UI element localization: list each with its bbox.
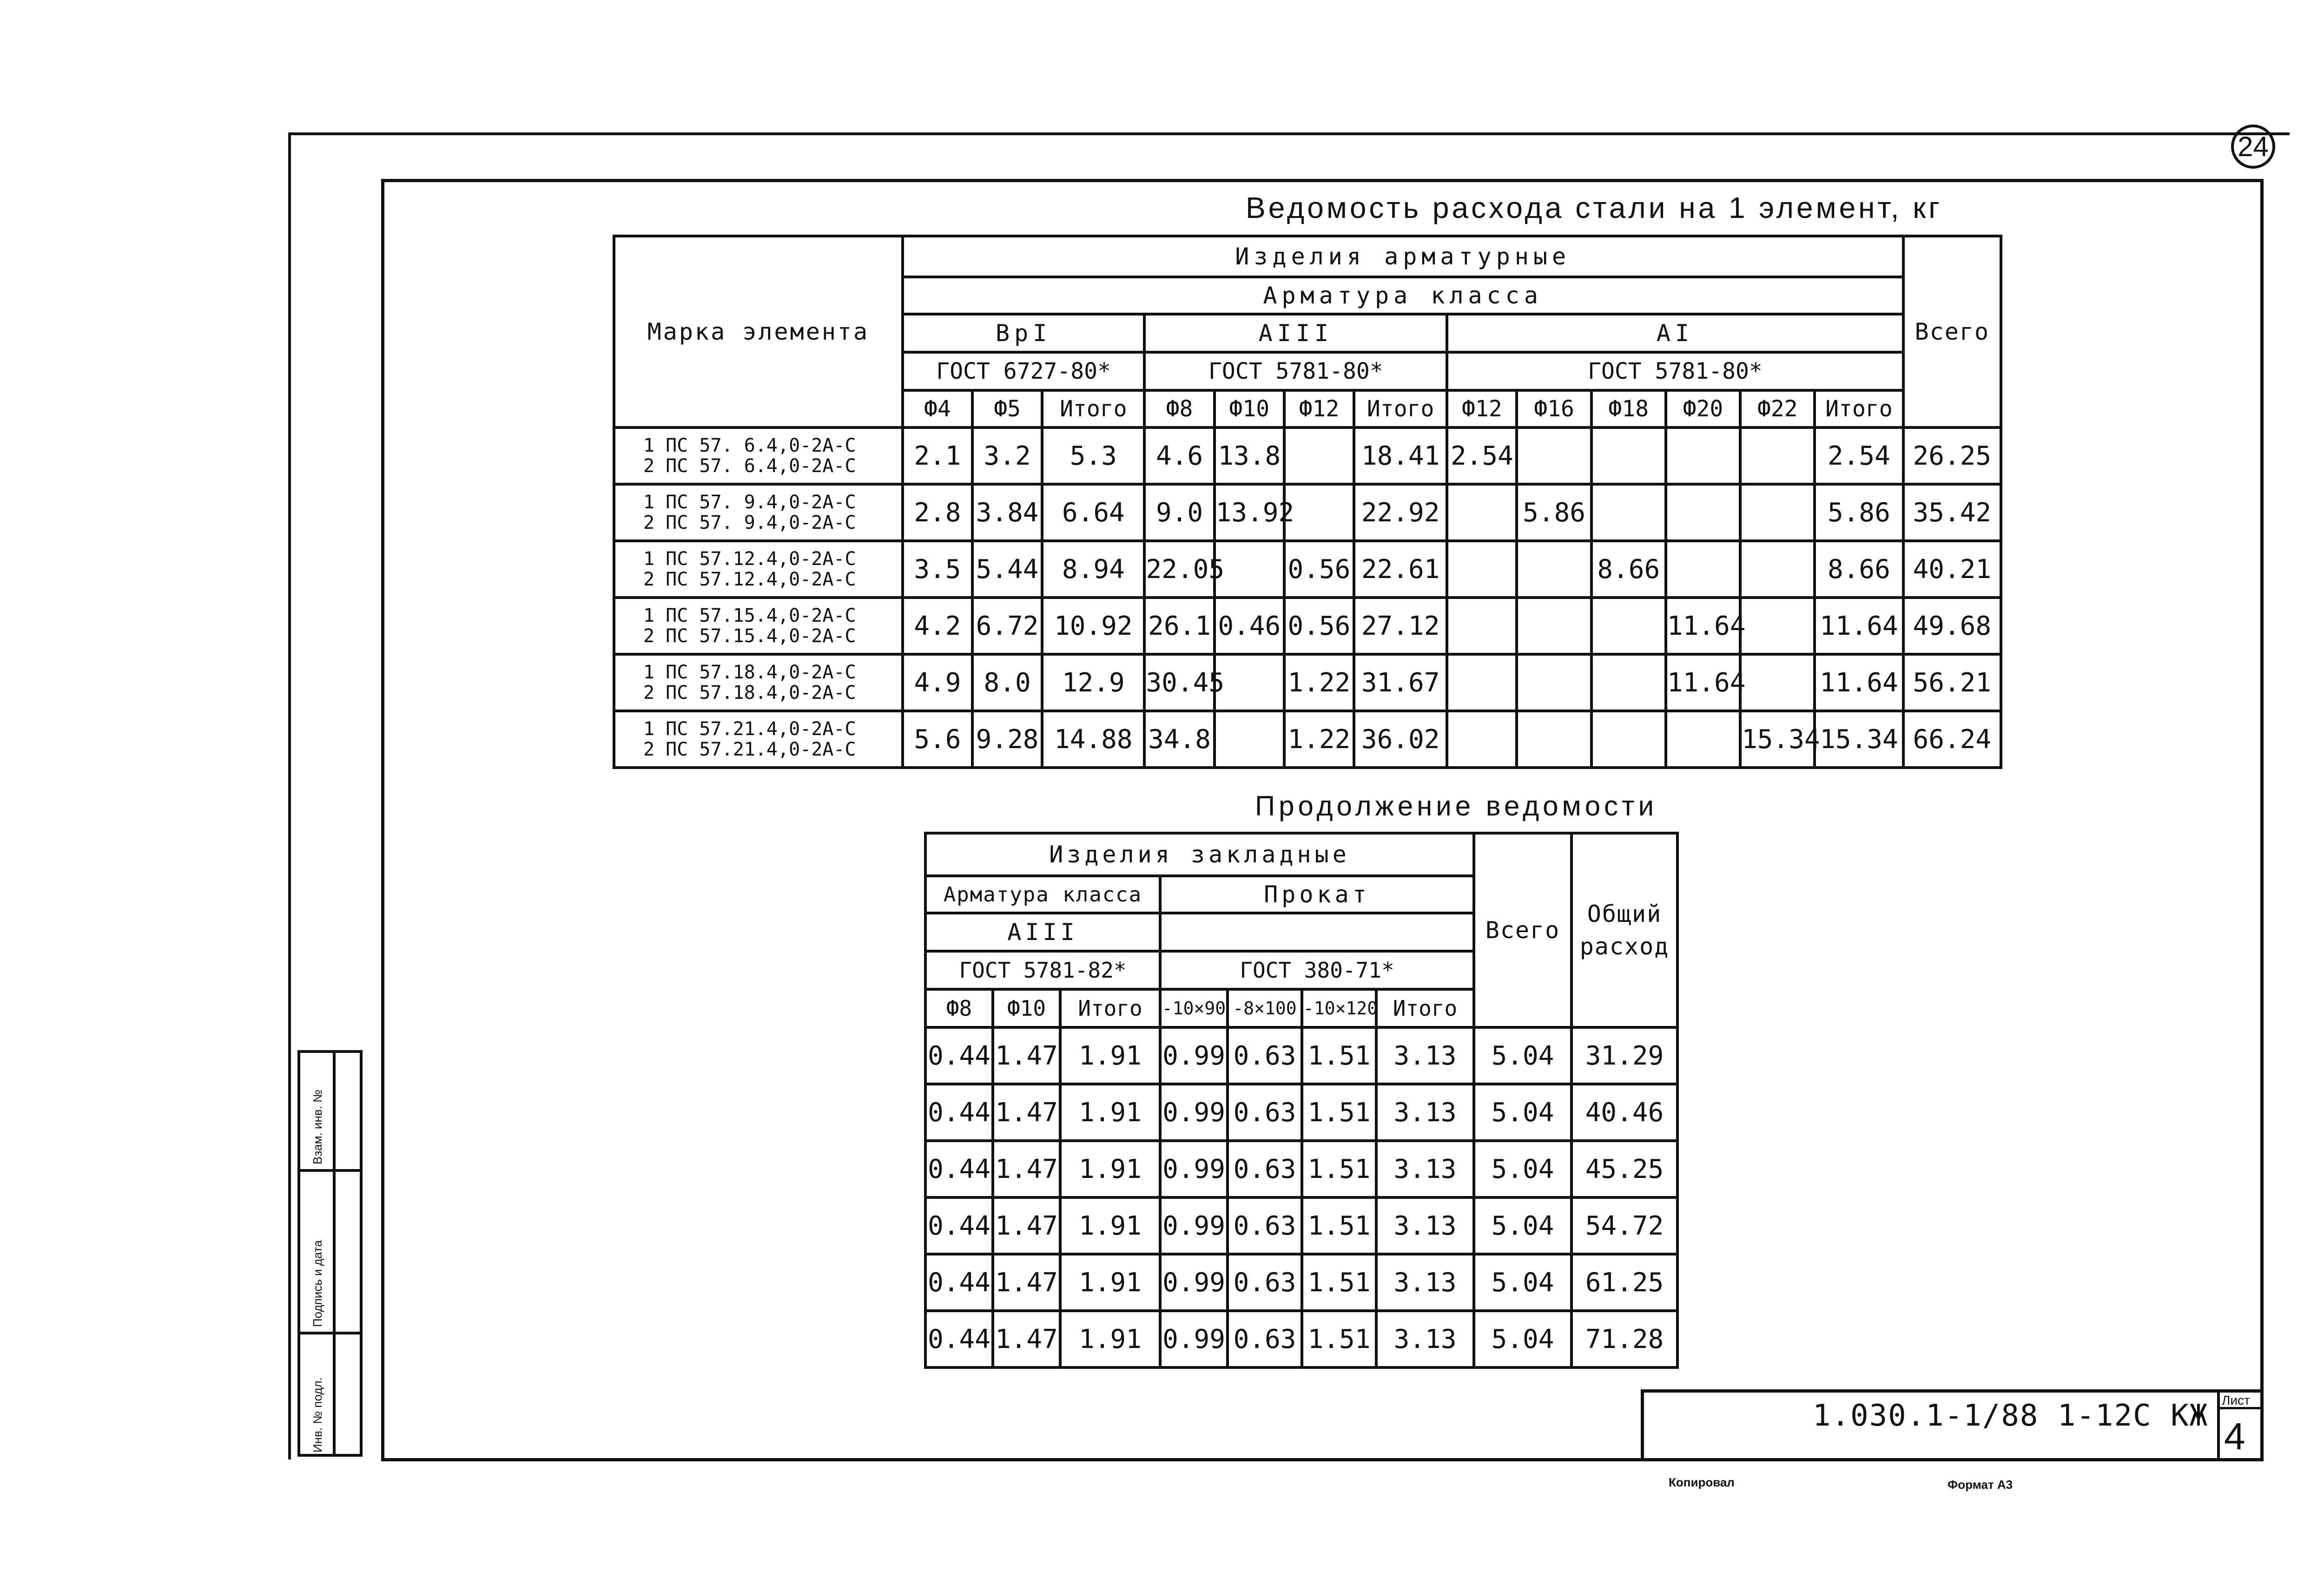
value-cell [1447,541,1517,598]
col-header: Ф20 [1666,390,1740,427]
table-row [925,1141,1677,1197]
sign-date-label: Подпись и дата [310,1240,324,1327]
value-cell: 9.0 [1144,484,1214,541]
value-cell: 36.02 [1354,711,1447,768]
value-cell: 8.94 [1042,541,1144,598]
value-cell [1284,427,1354,484]
t2-rolled-header: Прокат [1160,876,1474,913]
value-cell [1447,654,1517,711]
value-cell [1740,484,1815,541]
value-cell: 8.66 [1591,541,1666,598]
value-cell [1591,711,1666,768]
value-cell: 9.28 [972,711,1042,768]
overall-cell: 54.72 [1571,1197,1677,1254]
value-cell: 2.54 [1815,427,1903,484]
format-label: Формат А3 [1948,1478,2013,1492]
t2-col-header: Итого [1376,989,1474,1027]
total-cell: 40.21 [1903,541,2001,598]
value-cell [1740,654,1815,711]
value-cell: 3.13 [1376,1027,1474,1084]
value-cell: 1.47 [993,1254,1060,1311]
value-cell: 5.44 [972,541,1042,598]
value-cell: 14.88 [1042,711,1144,768]
copied-by-label: Копировал [1669,1475,1735,1489]
value-cell: 1.47 [993,1311,1060,1367]
value-cell [1517,427,1591,484]
value-cell [1215,711,1284,768]
t2-col-header: Ф10 [993,989,1060,1027]
total-cell: 35.42 [1903,484,2001,541]
total-cell: 26.25 [1903,427,2001,484]
class-a1: АI [1447,314,1903,352]
value-cell [1740,427,1815,484]
value-cell: 1.91 [1060,1084,1160,1141]
total-cell: 49.68 [1903,598,2001,654]
value-cell: 1.51 [1302,1254,1376,1311]
value-cell: 3.5 [903,541,972,598]
value-cell: 1.51 [1302,1027,1376,1084]
table-row [614,711,2001,768]
t2-col-header: Ф8 [925,989,993,1027]
value-cell: 3.84 [972,484,1042,541]
value-cell: 8.66 [1815,541,1903,598]
value-cell: 5.86 [1815,484,1903,541]
value-cell: 0.44 [925,1027,993,1084]
value-cell: 3.13 [1376,1311,1474,1367]
document-code: 1.030.1-1/88 1-12С КЖ [1813,1399,2209,1433]
value-cell: 22.92 [1354,484,1447,541]
value-cell: 0.46 [1215,598,1284,654]
value-cell: 26.1 [1144,598,1214,654]
value-cell: 3.13 [1376,1141,1474,1197]
element-mark: 1 ПС 57.12.4,0-2А-С 2 ПС 57.12.4,0-2А-С [614,541,903,598]
total-cell: 5.04 [1474,1141,1571,1197]
value-cell: 0.56 [1284,541,1354,598]
value-cell: 31.67 [1354,654,1447,711]
col-header: Ф10 [1215,390,1284,427]
col-header: Ф12 [1284,390,1354,427]
table-row [614,427,2001,484]
value-cell [1591,484,1666,541]
value-cell [1447,484,1517,541]
value-cell: 11.64 [1666,598,1740,654]
total-cell: 66.24 [1903,711,2001,768]
total-cell: 56.21 [1903,654,2001,711]
value-cell: 0.99 [1160,1254,1228,1311]
col-header: Ф22 [1740,390,1815,427]
value-cell: 15.34 [1740,711,1815,768]
col-header: Ф5 [972,390,1042,427]
value-cell [1447,598,1517,654]
table-row [925,1254,1677,1311]
overall-cell: 31.29 [1571,1027,1677,1084]
group-header: Изделия арматурные [903,236,1903,277]
gost-a1: ГОСТ 5781-80* [1447,352,1903,390]
element-mark: 1 ПС 57. 6.4,0-2А-С 2 ПС 57. 6.4,0-2А-С [614,427,903,484]
col-header: Итого [1354,390,1447,427]
value-cell [1666,427,1740,484]
value-cell [1517,598,1591,654]
value-cell [1591,654,1666,711]
steel-consumption-table [613,235,2002,769]
value-cell: 1.91 [1060,1141,1160,1197]
value-cell: 34.8 [1144,711,1214,768]
table2-caption: Продолжение ведомости [1255,790,1658,822]
col-header: Итого [1815,390,1903,427]
value-cell: 1.51 [1302,1141,1376,1197]
side-stamp [297,1050,363,1457]
element-mark: 1 ПС 57.21.4,0-2А-С 2 ПС 57.21.4,0-2А-С [614,711,903,768]
value-cell [1666,711,1740,768]
table-row [614,654,2001,711]
table1-caption: Ведомость расхода стали на 1 элемент, кг [1246,191,1942,224]
value-cell [1666,541,1740,598]
value-cell: 1.47 [993,1197,1060,1254]
table-row [925,1197,1677,1254]
col-header: Ф4 [903,390,972,427]
value-cell [1215,541,1284,598]
value-cell: 1.51 [1302,1311,1376,1367]
inv-no-label: Инв. № подл. [310,1377,324,1453]
value-cell: 1.47 [993,1084,1060,1141]
total-cell: 5.04 [1474,1197,1571,1254]
value-cell: 5.6 [903,711,972,768]
value-cell: 0.99 [1160,1311,1228,1367]
value-cell: 0.99 [1160,1084,1228,1141]
t2-col-header: Итого [1060,989,1160,1027]
value-cell: 0.63 [1228,1254,1302,1311]
value-cell: 6.72 [972,598,1042,654]
t2-empty [1160,913,1474,951]
value-cell: 15.34 [1815,711,1903,768]
value-cell: 0.99 [1160,1141,1228,1197]
value-cell: 0.44 [925,1311,993,1367]
value-cell: 1.47 [993,1141,1060,1197]
t2-group-header: Изделия закладные [925,833,1474,876]
value-cell: 30.45 [1144,654,1214,711]
value-cell: 11.64 [1815,654,1903,711]
table-row [614,541,2001,598]
value-cell [1740,598,1815,654]
element-mark: 1 ПС 57.18.4,0-2А-С 2 ПС 57.18.4,0-2А-С [614,654,903,711]
sheet-number: 4 [2224,1415,2245,1458]
value-cell: 22.61 [1354,541,1447,598]
sheet-number-badge: 24 [2231,125,2275,169]
gost-a3: ГОСТ 5781-80* [1144,352,1447,390]
value-cell: 0.63 [1228,1197,1302,1254]
overall-cell: 71.28 [1571,1311,1677,1367]
value-cell [1517,541,1591,598]
value-cell: 13.92 [1215,484,1284,541]
value-cell: 18.41 [1354,427,1447,484]
value-cell: 1.91 [1060,1254,1160,1311]
value-cell: 0.63 [1228,1311,1302,1367]
value-cell: 0.56 [1284,598,1354,654]
embedded-items-table [924,832,1679,1369]
value-cell: 12.9 [1042,654,1144,711]
t2-gost-rolled: ГОСТ 380-71* [1160,951,1474,989]
value-cell [1517,654,1591,711]
t2-total-header: Всего [1474,833,1571,1027]
value-cell: 2.8 [903,484,972,541]
col-header: Ф8 [1144,390,1214,427]
class-bp: ВрI [903,314,1145,352]
value-cell [1517,711,1591,768]
t2-col-header: -10×120 [1302,989,1376,1027]
gost-bp: ГОСТ 6727-80* [903,352,1145,390]
value-cell: 3.2 [972,427,1042,484]
value-cell [1591,598,1666,654]
value-cell: 1.91 [1060,1311,1160,1367]
value-cell [1740,541,1815,598]
value-cell [1591,427,1666,484]
value-cell: 27.12 [1354,598,1447,654]
value-cell: 2.1 [903,427,972,484]
total-cell: 5.04 [1474,1311,1571,1367]
value-cell: 0.99 [1160,1197,1228,1254]
value-cell: 1.47 [993,1027,1060,1084]
value-cell: 0.63 [1228,1141,1302,1197]
value-cell: 1.91 [1060,1197,1160,1254]
mark-header: Марка элемента [614,236,903,427]
t2-col-header: -10×90 [1160,989,1228,1027]
t2-col-header: -8×100 [1228,989,1302,1027]
col-header: Итого [1042,390,1144,427]
value-cell: 5.3 [1042,427,1144,484]
col-header: Ф16 [1517,390,1591,427]
value-cell: 1.51 [1302,1084,1376,1141]
t2-gost-a3: ГОСТ 5781-82* [925,951,1160,989]
value-cell: 13.8 [1215,427,1284,484]
replace-inv-label: Взам. инв. № [310,1089,324,1164]
value-cell: 0.44 [925,1197,993,1254]
value-cell: 11.64 [1815,598,1903,654]
table-row [925,1027,1677,1084]
value-cell: 8.0 [972,654,1042,711]
value-cell: 4.2 [903,598,972,654]
value-cell [1284,484,1354,541]
value-cell: 0.44 [925,1141,993,1197]
overall-cell: 45.25 [1571,1141,1677,1197]
total-cell: 5.04 [1474,1254,1571,1311]
t2-class-a3: АIII [925,913,1160,951]
class-header: Арматура класса [903,277,1903,314]
value-cell: 0.99 [1160,1027,1228,1084]
overall-cell: 40.46 [1571,1084,1677,1141]
value-cell: 0.63 [1228,1084,1302,1141]
col-header: Ф18 [1591,390,1666,427]
class-a3: АIII [1144,314,1447,352]
value-cell: 5.86 [1517,484,1591,541]
t2-class-header: Арматура класса [925,876,1160,913]
value-cell: 3.13 [1376,1197,1474,1254]
value-cell: 11.64 [1666,654,1740,711]
value-cell: 3.13 [1376,1084,1474,1141]
value-cell: 0.44 [925,1084,993,1141]
value-cell [1666,484,1740,541]
element-mark: 1 ПС 57.15.4,0-2А-С 2 ПС 57.15.4,0-2А-С [614,598,903,654]
total-header: Всего [1903,236,2001,427]
table-row [925,1084,1677,1141]
element-mark: 1 ПС 57. 9.4,0-2А-С 2 ПС 57. 9.4,0-2А-С [614,484,903,541]
value-cell [1447,711,1517,768]
table-row [614,484,2001,541]
value-cell: 3.13 [1376,1254,1474,1311]
value-cell: 4.6 [1144,427,1214,484]
value-cell: 2.54 [1447,427,1517,484]
total-cell: 5.04 [1474,1027,1571,1084]
value-cell: 0.44 [925,1254,993,1311]
value-cell: 1.91 [1060,1027,1160,1084]
value-cell [1215,654,1284,711]
sheet-label: Лист [2222,1393,2250,1407]
total-cell: 5.04 [1474,1084,1571,1141]
value-cell: 1.51 [1302,1197,1376,1254]
t2-overall-header: Общий расход [1571,833,1677,1027]
overall-cell: 61.25 [1571,1254,1677,1311]
value-cell: 1.22 [1284,654,1354,711]
value-cell: 22.05 [1144,541,1214,598]
value-cell: 10.92 [1042,598,1144,654]
table-row [925,1311,1677,1367]
value-cell: 0.63 [1228,1027,1302,1084]
value-cell: 1.22 [1284,711,1354,768]
value-cell: 4.9 [903,654,972,711]
value-cell: 6.64 [1042,484,1144,541]
col-header: Ф12 [1447,390,1517,427]
table-row [614,598,2001,654]
